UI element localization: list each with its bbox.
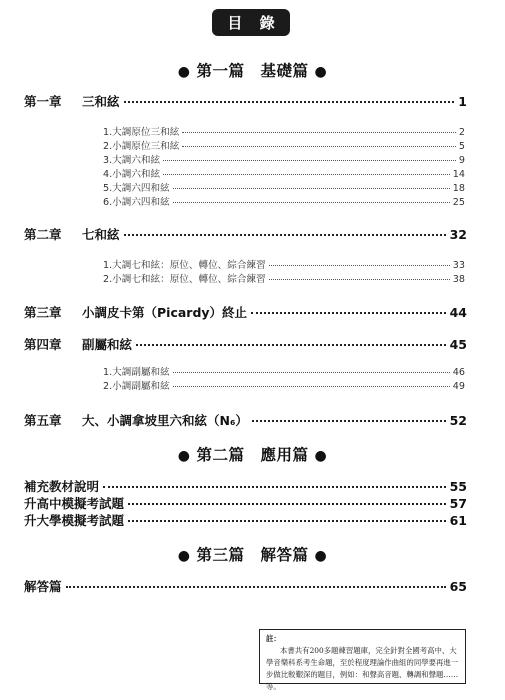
dot-leader	[173, 372, 450, 373]
section-entry[interactable]: 6.小調六四和絃 25	[103, 197, 465, 208]
bullet-icon: ●	[314, 448, 328, 464]
section-entry[interactable]: 4.小調六和絃 14	[103, 169, 465, 180]
page-number: 61	[449, 513, 467, 528]
dot-leader	[182, 146, 456, 147]
page-number: 45	[449, 337, 467, 352]
dot-leader	[173, 202, 450, 203]
chapter-number: 第三章	[24, 305, 62, 320]
entry-title: 解答篇	[24, 579, 62, 594]
section-entry[interactable]: 5.大調六四和絃 18	[103, 183, 465, 194]
dot-leader	[182, 132, 456, 133]
dot-leader	[163, 174, 450, 175]
dot-leader	[269, 279, 450, 280]
page-number: 44	[449, 305, 467, 320]
page-number: 52	[449, 413, 467, 428]
dot-leader	[66, 586, 446, 588]
dot-leader	[163, 160, 456, 161]
chapter-number: 第四章	[24, 337, 62, 352]
section-entry[interactable]: 1.大調原位三和絃 2	[103, 127, 465, 138]
section-entry[interactable]: 2.小調原位三和絃 5	[103, 141, 465, 152]
note-label: 註：	[266, 634, 281, 643]
part-heading-applied: ● 第二篇 應用篇 ●	[177, 446, 328, 464]
dot-leader	[251, 312, 446, 314]
chapter-4-entry[interactable]	[24, 335, 467, 353]
page-number: 57	[449, 496, 467, 511]
chapter-title: 三和絃	[82, 94, 120, 109]
dot-leader	[103, 486, 446, 488]
chapter-title: 小調皮卡第（Picardy）終止	[82, 305, 248, 320]
dot-leader	[269, 265, 450, 266]
chapter-number: 第五章	[24, 413, 62, 428]
chapter-2-entry[interactable]	[24, 225, 467, 243]
toc-title: 目 錄	[212, 9, 290, 36]
chapter-title: 大、小調拿坡里六和絃（N₆）	[82, 413, 248, 428]
dot-leader	[252, 420, 446, 422]
page-number: 32	[449, 227, 467, 242]
page-number: 55	[449, 479, 467, 494]
note-text: 本書共有200多題練習題庫，完全針對全國考高中、大學音樂科系考生命題，至於程度理論作曲組的同學要再進一步做比較艱深的題目，例如：和聲高音題、轉調和聲題……等。	[266, 646, 459, 691]
entry-title: 補充教材說明	[24, 479, 100, 494]
bullet-icon: ●	[177, 64, 191, 80]
entry-title: 升大學模擬考試題	[24, 513, 125, 528]
applied-entry[interactable]	[24, 477, 467, 495]
applied-entry[interactable]	[24, 494, 467, 512]
chapter-5-entry[interactable]	[24, 411, 467, 429]
bullet-icon: ●	[314, 548, 328, 564]
chapter-number: 第二章	[24, 227, 62, 242]
chapter-1-entry[interactable]	[24, 92, 467, 110]
applied-entry[interactable]	[24, 511, 467, 529]
section-entry[interactable]: 2.小調副屬和絃 49	[103, 381, 465, 392]
dot-leader	[136, 344, 446, 346]
dot-leader	[128, 520, 446, 522]
section-entry[interactable]: 1.大調七和絃：原位、轉位、綜合練習 33	[103, 260, 465, 271]
bullet-icon: ●	[177, 548, 191, 564]
page-number: 1	[458, 94, 467, 109]
chapter-title: 副屬和絃	[82, 337, 133, 352]
section-entry[interactable]: 1.大調副屬和絃 46	[103, 367, 465, 378]
note-box	[259, 629, 466, 691]
chapter-number: 第一章	[24, 94, 62, 109]
dot-leader	[128, 503, 446, 505]
dot-leader	[173, 386, 450, 387]
section-entry[interactable]: 2.小調七和絃：原位、轉位、綜合練習 38	[103, 274, 465, 285]
page-number: 65	[449, 579, 467, 594]
dot-leader	[124, 234, 446, 236]
answers-entry[interactable]	[24, 577, 467, 595]
section-entry[interactable]: 3.大調六和絃 9	[103, 155, 465, 166]
bullet-icon: ●	[314, 64, 328, 80]
chapter-title: 七和絃	[82, 227, 120, 242]
part-heading-answers: ● 第三篇 解答篇 ●	[177, 546, 328, 564]
bullet-icon: ●	[177, 448, 191, 464]
chapter-3-entry[interactable]	[24, 303, 467, 321]
part-heading-basic: ● 第一篇 基礎篇 ●	[177, 62, 328, 80]
dot-leader	[173, 188, 450, 189]
entry-title: 升高中模擬考試題	[24, 496, 125, 511]
dot-leader	[124, 101, 455, 103]
